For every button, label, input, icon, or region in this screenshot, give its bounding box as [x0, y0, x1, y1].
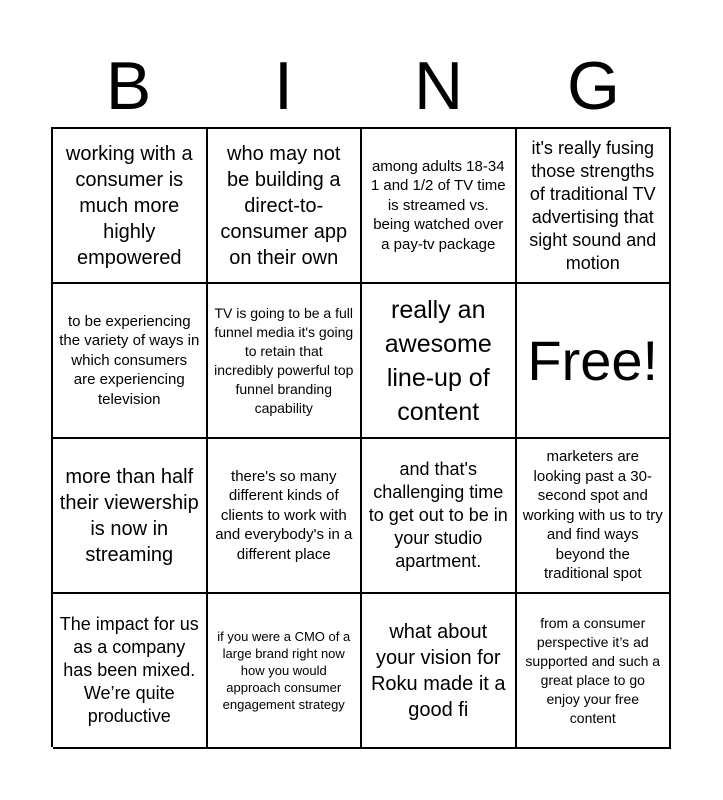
- bingo-cell-r3c3[interactable]: [362, 439, 517, 594]
- cell-text: TV is going to be a full funnel media it's going to retain that incredibly powerful top funnel branding capability: [214, 304, 354, 416]
- cell-text: and that's challenging time to get out to be in your studio apartment.: [368, 459, 508, 571]
- bingo-cell-r3c1[interactable]: [53, 439, 208, 594]
- bingo-grid: [51, 127, 671, 747]
- bingo-cell-r2c1[interactable]: [53, 284, 208, 439]
- bingo-header: [51, 50, 671, 122]
- cell-text: marketers are looking past a 30-second spot and working with us to try and find ways beyond the traditional spot: [522, 448, 663, 583]
- bingo-cell-r1c2[interactable]: [208, 129, 363, 284]
- bingo-cell-r4c1[interactable]: [53, 594, 208, 749]
- free-space-cell[interactable]: [517, 284, 672, 439]
- cell-text: to be experiencing the variety of ways in which consumers are experiencing television: [59, 312, 200, 408]
- cell-text: among adults 18-34 1 and 1/2 of TV time is streamed vs. being watched over a pay-tv package: [370, 157, 506, 253]
- bingo-cell-r1c1[interactable]: [53, 129, 208, 284]
- cell-text: more than half their viewership is now in streaming: [59, 465, 199, 566]
- bingo-cell-r3c4[interactable]: [517, 439, 672, 594]
- bingo-cell-r4c2[interactable]: [208, 594, 363, 749]
- header-letter-n: N: [413, 48, 464, 124]
- cell-text: really an awesome line-up of content: [384, 295, 492, 426]
- bingo-cell-r2c3[interactable]: [362, 284, 517, 439]
- bingo-cell-r2c2[interactable]: [208, 284, 363, 439]
- header-letter-g: G: [567, 48, 620, 124]
- bingo-cell-r3c2[interactable]: [208, 439, 363, 594]
- cell-text: what about your vision for Roku made it a good fi: [370, 620, 506, 721]
- cell-text: working with a consumer is much more highly empowered: [65, 142, 193, 269]
- cell-text: there's so many different kinds of clients to work with and everybody's in a different place: [215, 467, 353, 563]
- free-space-label: Free!: [527, 328, 659, 392]
- cell-text: it's really fusing those strengths of traditional TV advertising that sight sound and motion: [529, 137, 657, 273]
- cell-text: if you were a CMO of a large brand right now how you would approach consumer engagement strategy: [217, 629, 351, 712]
- cell-text: from a consumer perspective it’s ad supported and such a great place to go enjoy your free content: [525, 614, 661, 726]
- header-letter-b: B: [105, 48, 152, 124]
- bingo-cell-r4c4[interactable]: [517, 594, 672, 749]
- cell-text: who may not be building a direct-to-consumer app on their own: [220, 142, 348, 269]
- bingo-cell-r1c4[interactable]: [517, 129, 672, 284]
- bingo-cell-r1c3[interactable]: [362, 129, 517, 284]
- bingo-cell-r4c3[interactable]: [362, 594, 517, 749]
- cell-text: The impact for us as a company has been mixed. We’re quite productive: [59, 614, 199, 726]
- header-letter-i: I: [274, 48, 293, 124]
